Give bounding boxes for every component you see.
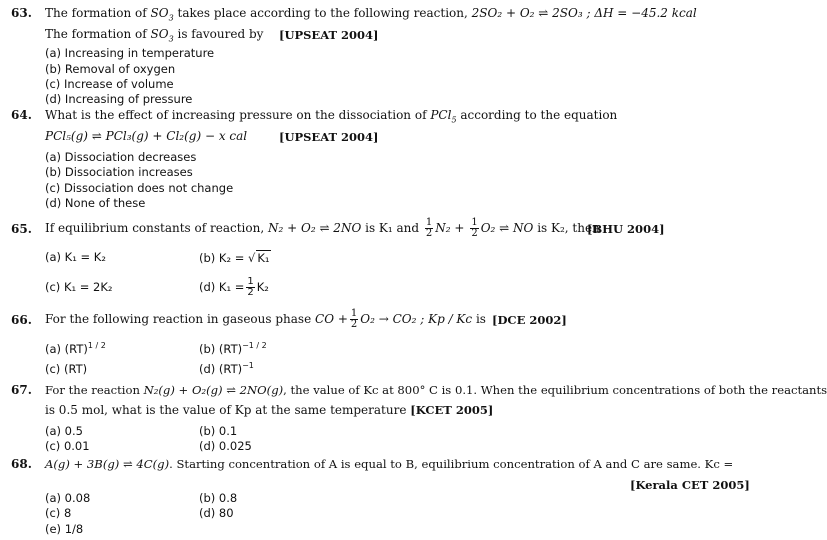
- q63-option-d[interactable]: (d) Increasing of pressure: [45, 92, 193, 106]
- q63-option-c[interactable]: (c) Increase of volume: [45, 77, 174, 91]
- q64-option-d[interactable]: (d) None of these: [45, 196, 146, 210]
- q65-option-d[interactable]: (d) K₁ = $\frac{1}{2}$ K₂: [199, 276, 269, 298]
- q63-option-b[interactable]: (b) Removal of oxygen: [45, 62, 176, 76]
- q67-option-c[interactable]: (c) 0.01: [45, 439, 90, 453]
- q65-half-fraction-2: $\frac{1}{2}$: [471, 217, 478, 239]
- q65-option-a[interactable]: (a) K₁ = K₂: [45, 250, 106, 264]
- q64-option-c[interactable]: (c) Dissociation does not change: [45, 181, 234, 195]
- q68-option-e[interactable]: (e) 1/8: [45, 522, 84, 536]
- q67-option-b[interactable]: (b) 0.1: [199, 424, 238, 438]
- q66-stem: For the following reaction in gaseous phase CO + $\frac{1}{2}$ O₂ → CO₂ ; Kp / Kc is: [45, 308, 486, 330]
- q65-option-b[interactable]: (b) K₂ = √ K₁: [199, 251, 270, 265]
- q64-option-a[interactable]: (a) Dissociation decreases: [45, 150, 197, 164]
- q66-option-c[interactable]: (c) (RT): [45, 362, 88, 376]
- q65-number: 65.: [11, 222, 32, 236]
- q67-option-d[interactable]: (d) 0.025: [199, 439, 252, 453]
- q68-option-c[interactable]: (c) 8: [45, 506, 72, 520]
- q67-number: 67.: [11, 383, 32, 397]
- q68-stem: A(g) + 3B(g) ⇌ 4C(g). Starting concentration of A is equal to B, equilibrium concentration of A and C are same. Kc =: [45, 457, 734, 471]
- q66-half-fraction: $\frac{1}{2}$: [350, 308, 358, 330]
- q65-half-fraction-1: $\frac{1}{2}$: [425, 217, 433, 239]
- q63-number: 63.: [11, 6, 32, 20]
- q66-number: 66.: [11, 313, 32, 327]
- q68-option-d[interactable]: (d) 80: [199, 506, 234, 520]
- q67-stem-line2: is 0.5 mol, what is the value of Kp at the same temperature [KCET 2005]: [45, 403, 494, 417]
- q68-option-b[interactable]: (b) 0.8: [199, 491, 238, 505]
- q64-number: 64.: [11, 108, 32, 122]
- q66-option-b[interactable]: (b) (RT)$^{-1 / 2}$: [199, 341, 267, 356]
- q63-reaction: 2SO₂ + O₂ ⇌ 2SO₃ ; ΔH = −45.2 kcal: [471, 6, 697, 20]
- q63-stem: The formation of $SO_3$ takes place according to the following reaction, 2SO₂ + O₂ ⇌ 2SO₃ ; ΔH = −45.2 kcal: [45, 6, 697, 23]
- q65-option-d-fraction: $\frac{1}{2}$: [247, 276, 254, 298]
- q68-source: [Kerala CET 2005]: [630, 478, 750, 492]
- q65-stem: If equilibrium constants of reaction, N₂ + O₂ ⇌ 2NO is K₁ and $\frac{1}{2}$ N₂ + $\frac{1}{2}$ O₂ ⇌ NO is K₂, then: [45, 217, 600, 239]
- q66-source: [DCE 2002]: [492, 313, 567, 327]
- q66-option-a[interactable]: (a) (RT)$^{1 / 2}$: [45, 341, 106, 356]
- q63-source: [UPSEAT 2004]: [279, 28, 379, 42]
- q64-stem: What is the effect of increasing pressure on the dissociation of PCl$_5$ according to the equation: [45, 108, 618, 125]
- q64-equation: PCl₅(g) ⇌ PCl₃(g) + Cl₂(g) − x cal: [45, 129, 248, 143]
- q67-source: [KCET 2005]: [410, 403, 494, 417]
- q64-source: [UPSEAT 2004]: [279, 130, 379, 144]
- q65-option-c[interactable]: (c) K₁ = 2K₂: [45, 280, 113, 294]
- q63-stem-line2: The formation of $SO_3$ is favoured by: [45, 27, 264, 44]
- q67-option-a[interactable]: (a) 0.5: [45, 424, 83, 438]
- q68-option-a[interactable]: (a) 0.08: [45, 491, 91, 505]
- q63-option-a[interactable]: (a) Increasing in temperature: [45, 46, 215, 60]
- q64-option-b[interactable]: (b) Dissociation increases: [45, 165, 193, 179]
- q66-option-d[interactable]: (d) (RT)$^{-1}$: [199, 361, 254, 376]
- q68-number: 68.: [11, 457, 32, 471]
- q65-source: [BHU 2004]: [587, 222, 665, 236]
- q67-stem: For the reaction N₂(g) + O₂(g) ⇌ 2NO(g), the value of Kc at 800° C is 0.1. When the equilibrium concentrations of both the reactants: [45, 383, 827, 397]
